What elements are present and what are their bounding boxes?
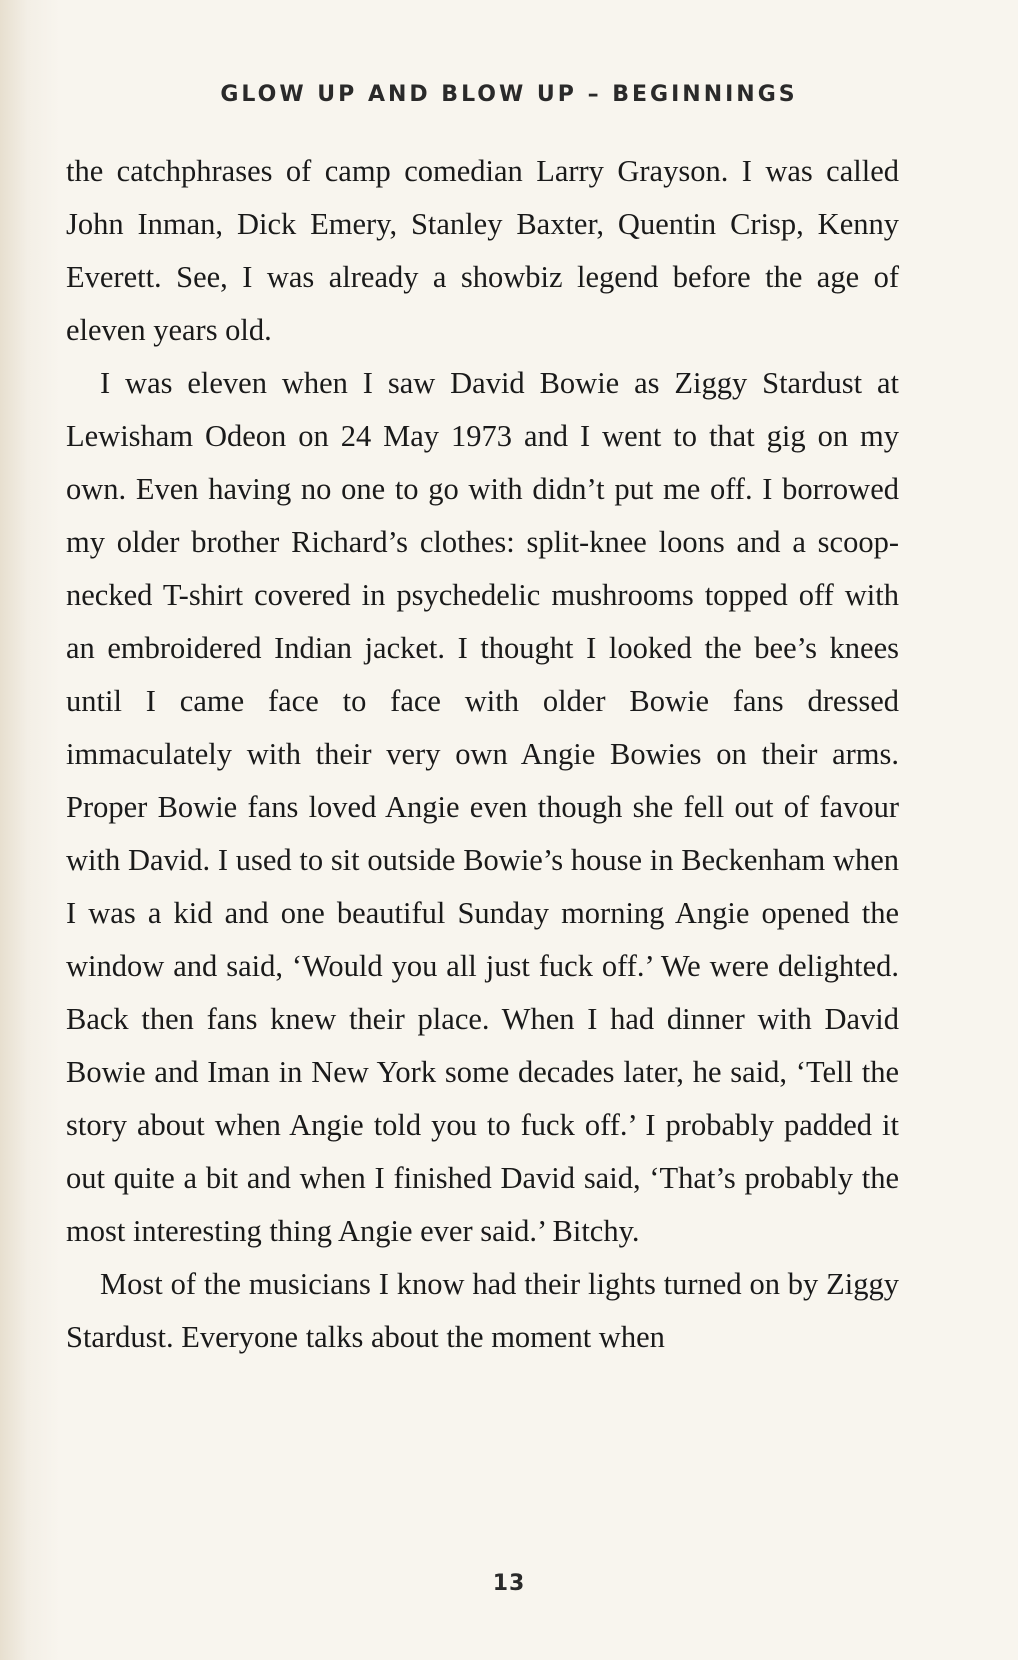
paragraph-1: the catchphrases of camp comedian Larry Grayson. I was called John Inman, Dick Emery, Stanley Baxter, Quentin Crisp, Kenny Everett. See, I was already a showbiz legend before the age of eleven years old. bbox=[66, 154, 899, 347]
body-text bbox=[66, 145, 899, 1364]
paragraph-2: I was eleven when I saw David Bowie as Ziggy Stardust at Lewisham Odeon on 24 May 1973 and I went to that gig on my own. Even having no one to go with didn’t put me off. I borrowed my older brother Richard’s clothes: split-knee loons and a scoop-necked T-shirt covered in psychedelic mushrooms topped off with an embroidered Indian jacket. I thought I looked the bee’s knees until I came face to face with older Bowie fans dressed immaculately with their very own Angie Bowies on their arms. Proper Bowie fans loved Angie even though she fell out of favour with David. I used to sit outside Bowie’s house in Beckenham when I was a kid and one beautiful Sunday morning Angie opened the window and said, ‘Would you all just fuck off.’ We were delighted. Back then fans knew their place. When I had dinner with David Bowie and Iman in New York some decades later, he said, ‘Tell the story about when Angie told you to fuck off.’ I probably padded it out quite a bit and when I finished David said, ‘That’s probably the most interesting thing Angie ever said.’ Bitchy. bbox=[66, 366, 899, 1248]
paragraph-3: Most of the musicians I know had their lights turned on by Ziggy Stardust. Everyone talks about the moment when bbox=[66, 1267, 899, 1354]
running-head: GLOW UP AND BLOW UP – BEGINNINGS bbox=[220, 82, 798, 107]
page-number: 13 bbox=[492, 1571, 526, 1596]
